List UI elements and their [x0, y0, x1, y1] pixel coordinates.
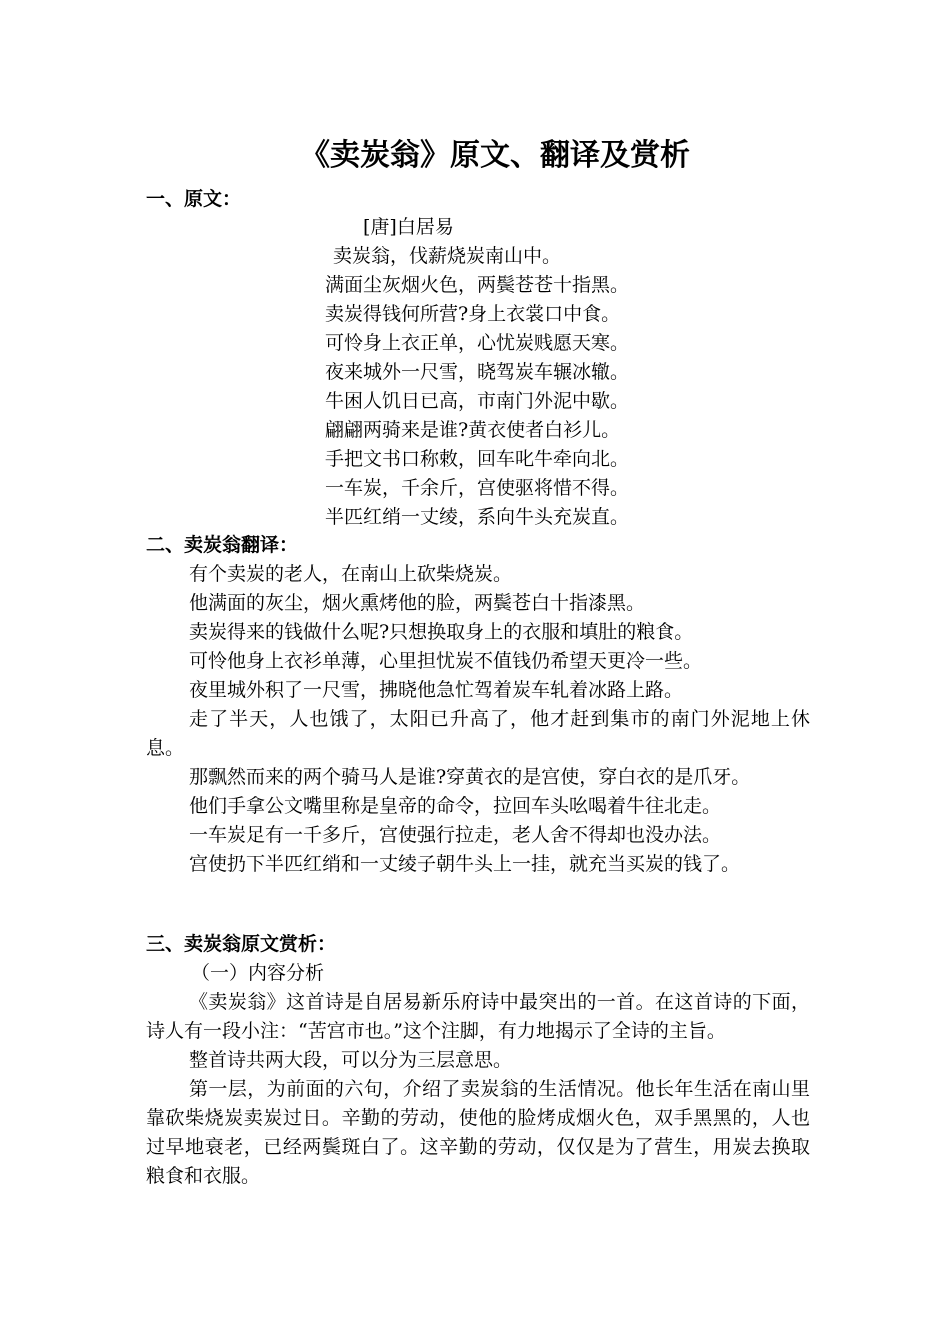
poem-line: 满面尘灰烟火色，两鬓苍苍十指黑。: [325, 274, 630, 296]
poem-line: 卖炭得钱何所营?身上衣裳口中食。: [325, 303, 621, 325]
translation-paragraph: 卖炭得来的钱做什么呢?只想换取身上的衣服和填肚的粮食。: [189, 621, 694, 643]
translation-paragraph: 可怜他身上衣衫单薄，心里担忧炭不值钱仍希望天更冷一些。: [189, 650, 703, 672]
translation-paragraph: 那飘然而来的两个骑马人是谁?穿黄衣的是宫使，穿白衣的是爪牙。: [189, 766, 751, 788]
section-heading-original: 一、原文：: [146, 188, 242, 210]
poem-text: [325, 213, 725, 532]
section-heading-appreciation: 三、卖炭翁原文赏析：: [146, 933, 337, 955]
translation-paragraph: 一车炭足有一千多斤，宫使强行拉走，老人舍不得却也没办法。: [189, 824, 722, 846]
poem-line: 半匹红绡一丈绫，系向牛头充炭直。: [325, 506, 630, 528]
poem-line: 牛困人饥日已高，市南门外泥中歇。: [325, 390, 630, 412]
translation-paragraph: 走了半天，人也饿了，太阳已升高了，他才赶到集市的南门外泥地上休息。: [146, 708, 810, 759]
appreciation-paragraph: 《卖炭翁》这首诗是自居易新乐府诗中最突出的一首。在这首诗的下面，诗人有一段小注：“苦宫市也。”这个注脚，有力地揭示了全诗的主旨。: [146, 991, 810, 1042]
poem-line: 翩翩两骑来是谁?黄衣使者白衫儿。: [325, 419, 621, 441]
poem-line: 手把文书口称敕，回车叱牛牵向北。: [325, 448, 630, 470]
appreciation-paragraph: 整首诗共两大段，可以分为三层意思。: [189, 1049, 513, 1071]
appreciation-paragraph: 第一层，为前面的六句，介绍了卖炭翁的生活情况。他长年生活在南山里靠砍柴烧炭卖炭过日。辛勤的劳动，使他的脸烤成烟火色，双手黑黑的，人也过早地衰老，已经两鬓斑白了。这辛勤的劳动，仅仅是为了营生，用炭去换取粮食和衣服。: [146, 1078, 810, 1187]
translation-text: [146, 560, 810, 879]
poem-line: 卖炭翁，伐薪烧炭南山中。: [333, 245, 562, 267]
document-title: 《卖炭翁》原文、翻译及赏析: [300, 138, 690, 173]
poem-line: 一车炭，千余斤，宫使驱将惜不得。: [325, 477, 630, 499]
translation-paragraph: 他们手拿公文嘴里称是皇帝的命令，拉回车头吆喝着牛往北走。: [189, 795, 722, 817]
poem-author: [唐]白居易: [363, 216, 454, 238]
section-heading-translation: 二、卖炭翁翻译：: [146, 534, 299, 556]
appreciation-text: [146, 959, 810, 1191]
translation-paragraph: 夜里城外积了一尺雪，拂晓他急忙驾着炭车轧着冰路上路。: [189, 679, 684, 701]
poem-line: 夜来城外一尺雪，晓驾炭车辗冰辙。: [325, 361, 630, 383]
translation-paragraph: 宫使扔下半匹红绡和一丈绫子朝牛头上一挂，就充当买炭的钱了。: [189, 853, 741, 875]
poem-line: 可怜身上衣正单，心忧炭贱愿天寒。: [325, 332, 630, 354]
translation-paragraph: 他满面的灰尘，烟火熏烤他的脸，两鬓苍白十指漆黑。: [189, 592, 646, 614]
content-analysis-subheading: （一）内容分析: [191, 962, 325, 984]
translation-paragraph: 有个卖炭的老人，在南山上砍柴烧炭。: [189, 563, 513, 585]
